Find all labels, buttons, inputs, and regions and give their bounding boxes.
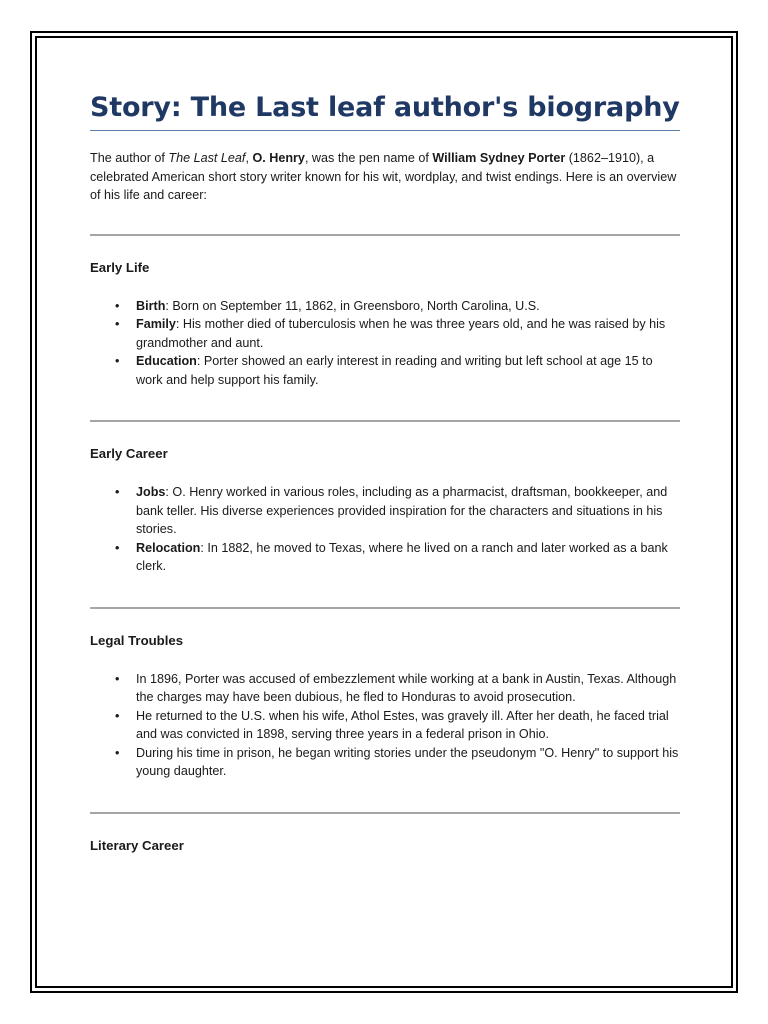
item-text: : In 1882, he moved to Texas, where he lived on a ranch and later worked as a bank clerk. [136, 540, 668, 573]
item-label: Jobs [136, 485, 166, 499]
section-heading-early-career: Early Career [90, 446, 168, 461]
list-item [90, 707, 680, 744]
bullet-icon: • [115, 298, 120, 313]
item-text: : His mother died of tuberculosis when he was three years old, and he was raised by his grandmother and aunt. [136, 317, 666, 350]
list-legal-troubles [90, 670, 680, 781]
bullet-icon: • [115, 745, 120, 760]
list-item [90, 483, 680, 539]
bullet-icon: • [115, 708, 120, 723]
section-heading-literary-career: Literary Career [90, 837, 184, 853]
item-text: : Porter showed an early interest in reading and writing but left school at age 15 to work and help support his family. [136, 354, 653, 387]
item-label: Relocation [136, 540, 201, 555]
item-text: He returned to the U.S. when his wife, Athol Estes, was gravely ill. After her death, he faced trial and was convicted in 1898, serving three years in a federal prison in Ohio. [136, 708, 669, 741]
intro-text: (1862–1910), a celebrated American short story writer known for his wit, wordplay, and twist endings. Here is an overview of his life and career: [90, 151, 677, 202]
list-item [90, 315, 680, 352]
section-divider [90, 812, 680, 814]
item-text: During his time in prison, he began writing stories under the pseudonym "O. Henry" to support his young daughter. [136, 745, 679, 778]
list-item [90, 297, 680, 316]
bullet-icon: • [115, 317, 120, 331]
list-item [90, 352, 680, 389]
item-text: In 1896, Porter was accused of embezzlement while working at a bank in Austin, Texas. Although the charges may have been dubious, he fled to Honduras to avoid prosecution. [136, 671, 677, 704]
book-title: The Last Leaf [168, 151, 246, 165]
section-heading-legal-troubles: Legal Troubles [90, 632, 184, 648]
list-item [90, 744, 680, 781]
list-early-life [90, 297, 680, 390]
intro-text: , was the pen name of [304, 151, 433, 165]
item-text: : Born on September 11, 1862, in Greensboro, North Carolina, U.S. [165, 298, 540, 313]
list-item [90, 539, 680, 576]
item-label: Family [136, 317, 176, 331]
page-title: Story: The Last leaf author's biography [90, 92, 680, 131]
item-label: Education [136, 354, 197, 368]
real-name: William Sydney Porter [432, 151, 566, 165]
intro-text: The author of [90, 151, 169, 165]
intro-paragraph [90, 149, 680, 205]
section-divider [90, 234, 680, 236]
list-early-career [90, 483, 680, 576]
bullet-icon: • [115, 671, 120, 686]
item-label: Birth [136, 298, 166, 313]
bullet-icon: • [115, 354, 120, 368]
bullet-icon: • [115, 485, 120, 499]
item-text: : O. Henry worked in various roles, including as a pharmacist, draftsman, bookkeeper, and bank teller. His diverse experiences provided inspiration for the characters and situations in his stories. [136, 485, 668, 536]
section-heading-early-life: Early Life [90, 259, 150, 275]
document-body [90, 92, 680, 853]
bullet-icon: • [115, 540, 120, 555]
section-divider [90, 420, 680, 422]
pen-name: O. Henry [252, 151, 305, 165]
section-divider [90, 607, 680, 609]
list-item [90, 670, 680, 707]
intro-text: , [245, 151, 253, 165]
